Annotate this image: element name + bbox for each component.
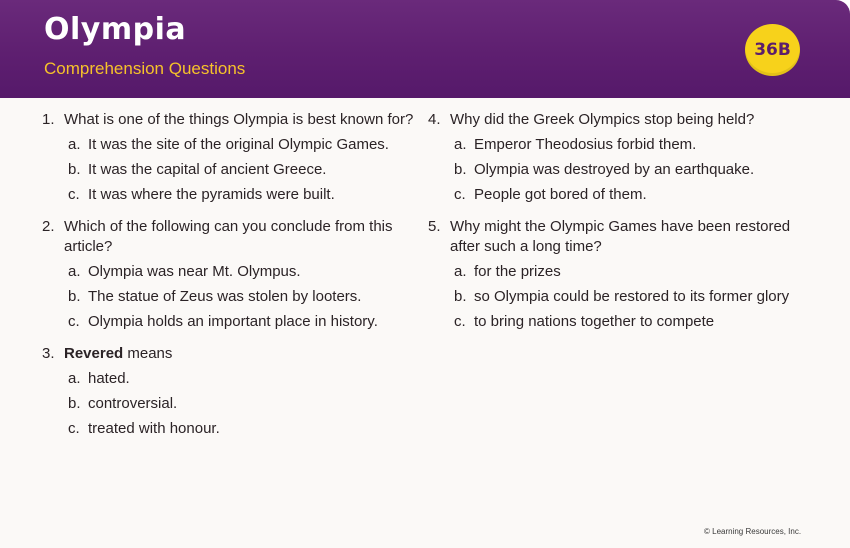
answer-option[interactable] (64, 262, 422, 282)
answer-letter: a. (454, 136, 467, 153)
answer-letter: c. (454, 313, 466, 330)
answer-text: treated with honour. (88, 420, 220, 437)
answer-text: so Olympia could be restored to its former glory (474, 288, 790, 305)
answer-option[interactable] (450, 160, 808, 180)
question-text: Why did the Greek Olympics stop being held? (450, 111, 755, 128)
answer-text: The statue of Zeus was stolen by looters. (88, 288, 362, 305)
answer-text: Olympia holds an important place in history. (88, 313, 378, 330)
answer-letter: b. (68, 395, 81, 412)
answer-text: It was the capital of ancient Greece. (88, 161, 327, 178)
answer-option[interactable] (450, 135, 808, 155)
right-column (428, 110, 808, 344)
vocabulary-word: Revered (64, 345, 124, 362)
question-number: 5. (428, 218, 441, 235)
answer-option[interactable] (64, 135, 422, 155)
answer-letter: c. (68, 186, 80, 203)
question-text-rest: means (123, 345, 173, 362)
question-3 (42, 344, 422, 439)
answer-option[interactable] (64, 419, 422, 439)
card-header (0, 0, 850, 98)
question-text: What is one of the things Olympia is best known for? (64, 111, 414, 128)
answer-list (64, 369, 422, 439)
question-2 (42, 217, 422, 332)
answer-letter: a. (68, 370, 81, 387)
answer-text: hated. (88, 370, 130, 387)
answer-text: controversial. (88, 395, 178, 412)
answer-option[interactable] (64, 160, 422, 180)
answer-option[interactable] (450, 185, 808, 205)
answer-letter: a. (68, 263, 81, 280)
card-title: Olympia (44, 12, 187, 47)
answer-letter: b. (454, 288, 467, 305)
question-number: 3. (42, 345, 55, 362)
question-text: Why might the Olympic Games have been restored after such a long time? (450, 218, 791, 255)
question-number: 1. (42, 111, 55, 128)
answer-letter: b. (68, 161, 81, 178)
answer-list (450, 135, 808, 205)
question-text (64, 344, 422, 364)
answer-list (64, 135, 422, 205)
answer-list (64, 262, 422, 332)
answer-text: Emperor Theodosius forbid them. (474, 136, 697, 153)
answer-option[interactable] (64, 369, 422, 389)
left-column (42, 110, 422, 451)
answer-option[interactable] (450, 312, 808, 332)
question-4 (428, 110, 808, 205)
question-text: Which of the following can you conclude from this article? (64, 218, 393, 255)
answer-option[interactable] (64, 394, 422, 414)
answer-text: for the prizes (474, 263, 561, 280)
answer-letter: c. (68, 420, 80, 437)
answer-option[interactable] (450, 262, 808, 282)
answer-list (450, 262, 808, 332)
answer-letter: a. (68, 136, 81, 153)
answer-text: to bring nations together to compete (474, 313, 715, 330)
card-subtitle: Comprehension Questions (44, 59, 246, 78)
answer-letter: c. (68, 313, 80, 330)
question-number: 4. (428, 111, 441, 128)
answer-text: People got bored of them. (474, 186, 647, 203)
answer-option[interactable] (450, 287, 808, 307)
answer-text: It was the site of the original Olympic Games. (88, 136, 389, 153)
answer-letter: b. (68, 288, 81, 305)
copyright-notice: © Learning Resources, Inc. (704, 527, 802, 536)
question-5 (428, 217, 808, 332)
card-number-badge: 36B (745, 24, 800, 76)
answer-text: Olympia was destroyed by an earthquake. (474, 161, 755, 178)
answer-option[interactable] (64, 185, 422, 205)
answer-text: It was where the pyramids were built. (88, 186, 335, 203)
answer-option[interactable] (64, 287, 422, 307)
answer-letter: a. (454, 263, 467, 280)
answer-letter: c. (454, 186, 466, 203)
answer-letter: b. (454, 161, 467, 178)
question-number: 2. (42, 218, 55, 235)
answer-option[interactable] (64, 312, 422, 332)
question-1 (42, 110, 422, 205)
answer-text: Olympia was near Mt. Olympus. (88, 263, 301, 280)
